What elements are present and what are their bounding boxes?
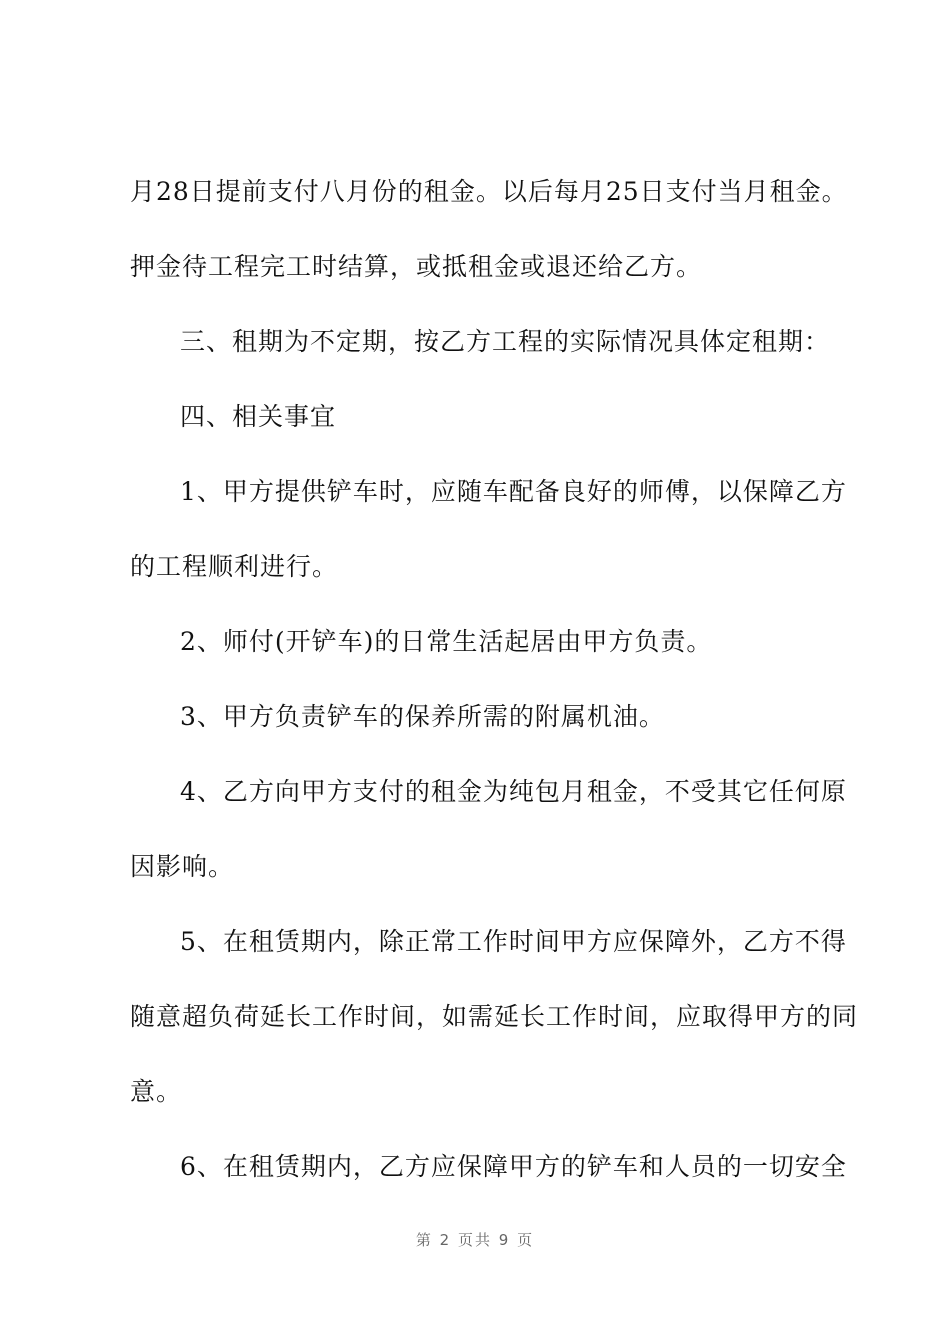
text-line-1: 月28日提前支付八月份的租金。以后每月25日支付当月租金。 bbox=[130, 177, 848, 206]
text-line-9: 4、乙方向甲方支付的租金为纯包月租金，不受其它任何原 bbox=[180, 777, 847, 806]
text-line-13: 意。 bbox=[130, 1077, 183, 1106]
text-line-3: 三、租期为不定期，按乙方工程的实际情况具体定租期： bbox=[180, 327, 831, 356]
text-line-11: 5、在租赁期内，除正常工作时间甲方应保障外，乙方不得 bbox=[180, 927, 847, 956]
text-line-7: 2、师付(开铲车)的日常生活起居由甲方负责。 bbox=[180, 627, 713, 656]
text-line-6: 的工程顺利进行。 bbox=[130, 552, 339, 581]
page-number-footer: 第 2 页共 9 页 bbox=[415, 1231, 535, 1249]
text-line-5: 1、甲方提供铲车时，应随车配备良好的师傅，以保障乙方 bbox=[180, 477, 847, 506]
text-line-8: 3、甲方负责铲车的保养所需的附属机油。 bbox=[180, 702, 665, 731]
text-line-12: 随意超负荷延长工作时间，如需延长工作时间，应取得甲方的同 bbox=[130, 1002, 859, 1031]
text-line-14: 6、在租赁期内，乙方应保障甲方的铲车和人员的一切安全 bbox=[180, 1152, 847, 1181]
text-line-10: 因影响。 bbox=[130, 852, 235, 881]
text-line-2: 押金待工程完工时结算，或抵租金或退还给乙方。 bbox=[130, 252, 703, 281]
section-heading: 四、相关事宜 bbox=[180, 402, 337, 431]
